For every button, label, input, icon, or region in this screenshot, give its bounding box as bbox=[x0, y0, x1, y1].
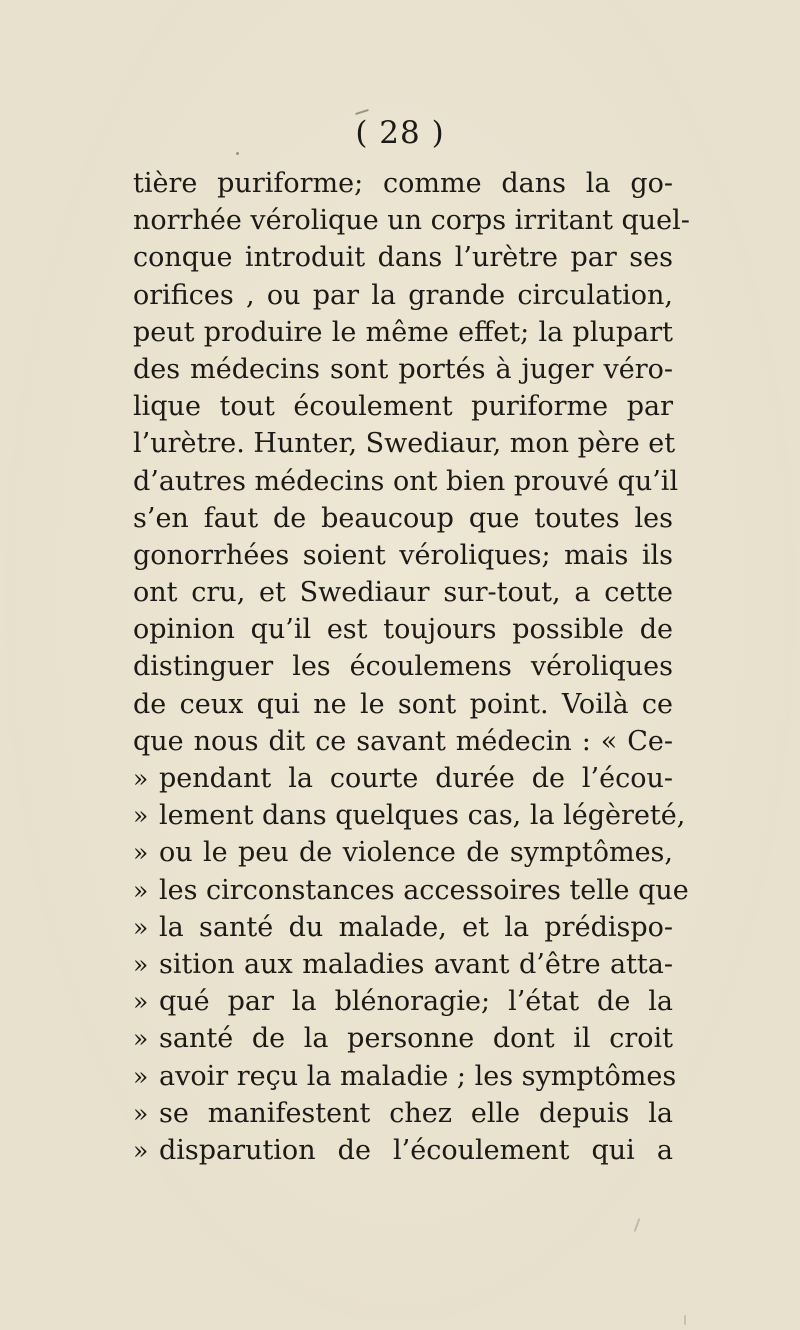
text-line bbox=[133, 574, 673, 611]
line-text: gonorrhées soient véroliques; mais ils bbox=[133, 539, 673, 571]
quote-mark: » bbox=[133, 764, 149, 793]
line-text: conque introduit dans l’urètre par ses bbox=[133, 242, 673, 274]
text-line bbox=[133, 872, 689, 909]
line-text: santé de la personne dont il croit bbox=[159, 1023, 673, 1055]
text-line bbox=[133, 425, 676, 462]
text-line bbox=[133, 983, 673, 1020]
text-line bbox=[133, 239, 673, 276]
quote-mark: » bbox=[133, 875, 149, 905]
line-text: la santé du malade, et la prédispo- bbox=[159, 911, 673, 943]
quote-mark: » bbox=[133, 912, 149, 942]
line-text: se manifestent chez elle depuis la bbox=[159, 1097, 673, 1129]
line-text: disparution de l’écoulement qui a bbox=[159, 1134, 673, 1166]
quote-mark: » bbox=[133, 801, 149, 831]
line-text: ou le peu de violence de symptômes, bbox=[159, 837, 673, 869]
text-line bbox=[133, 760, 673, 797]
quote-mark: » bbox=[133, 987, 149, 1017]
line-text: ont cru, et Swediaur sur-tout, a cette bbox=[133, 577, 673, 609]
text-line bbox=[133, 202, 690, 239]
line-text: des médecins sont portés à juger véro- bbox=[133, 353, 673, 385]
text-line bbox=[133, 351, 673, 388]
quote-mark: » bbox=[133, 1098, 149, 1128]
line-text: s’en faut de beaucoup que toutes les bbox=[133, 502, 673, 534]
text-line bbox=[133, 648, 673, 685]
paper-blemish bbox=[684, 1315, 686, 1325]
quote-mark: » bbox=[133, 1061, 149, 1091]
line-text: orifices , ou par la grande circulation, bbox=[133, 279, 673, 311]
line-text: qué par la blénoragie; l’état de la bbox=[159, 986, 673, 1018]
line-text: l’urètre. Hunter, Swediaur, mon père et bbox=[133, 428, 676, 460]
text-line bbox=[133, 1095, 673, 1132]
line-text: de ceux qui ne le sont point. Voilà ce bbox=[133, 688, 673, 720]
line-text: distinguer les écoulemens véroliques bbox=[133, 651, 673, 683]
text-line bbox=[133, 686, 673, 723]
line-text: sition aux maladies avant d’être atta- bbox=[159, 948, 673, 980]
paper-blemish bbox=[634, 1218, 641, 1232]
text-line bbox=[133, 537, 673, 574]
page-number: ( 28 ) bbox=[355, 115, 445, 151]
body-text bbox=[133, 165, 690, 1169]
quote-mark: » bbox=[133, 1135, 149, 1165]
text-line bbox=[133, 1058, 677, 1095]
line-text: avoir reçu la maladie ; les symptômes bbox=[159, 1060, 677, 1092]
line-text: lement dans quelques cas, la légèreté, bbox=[159, 800, 686, 832]
quote-mark: » bbox=[133, 949, 149, 979]
text-line bbox=[133, 611, 673, 648]
text-line bbox=[133, 834, 673, 871]
text-line bbox=[133, 1132, 673, 1169]
text-line bbox=[133, 909, 673, 946]
text-line bbox=[133, 277, 673, 314]
quote-mark: » bbox=[133, 1024, 149, 1054]
line-text: tière puriforme; comme dans la go- bbox=[133, 168, 673, 199]
text-line bbox=[133, 1020, 673, 1057]
text-line bbox=[133, 463, 679, 500]
line-text: que nous dit ce savant médecin : « Ce- bbox=[133, 725, 673, 757]
line-text: norrhée vérolique un corps irritant quel- bbox=[133, 205, 690, 237]
text-line bbox=[133, 500, 673, 537]
text-line bbox=[133, 388, 673, 425]
line-text: d’autres médecins ont bien prouvé qu’il bbox=[133, 465, 679, 497]
line-text: lique tout écoulement puriforme par bbox=[133, 391, 673, 423]
line-text: opinion qu’il est toujours possible de bbox=[133, 614, 673, 646]
line-text: les circonstances accessoires telle que bbox=[159, 874, 689, 906]
text-line bbox=[133, 797, 686, 834]
text-line bbox=[133, 946, 673, 983]
line-text: pendant la courte durée de l’écou- bbox=[159, 763, 673, 794]
text-line bbox=[133, 314, 673, 351]
text-line bbox=[133, 723, 673, 760]
line-text: peut produire le même effet; la plupart bbox=[133, 316, 673, 348]
text-line bbox=[133, 165, 673, 202]
quote-mark: » bbox=[133, 838, 149, 868]
ink-speck bbox=[236, 152, 239, 155]
